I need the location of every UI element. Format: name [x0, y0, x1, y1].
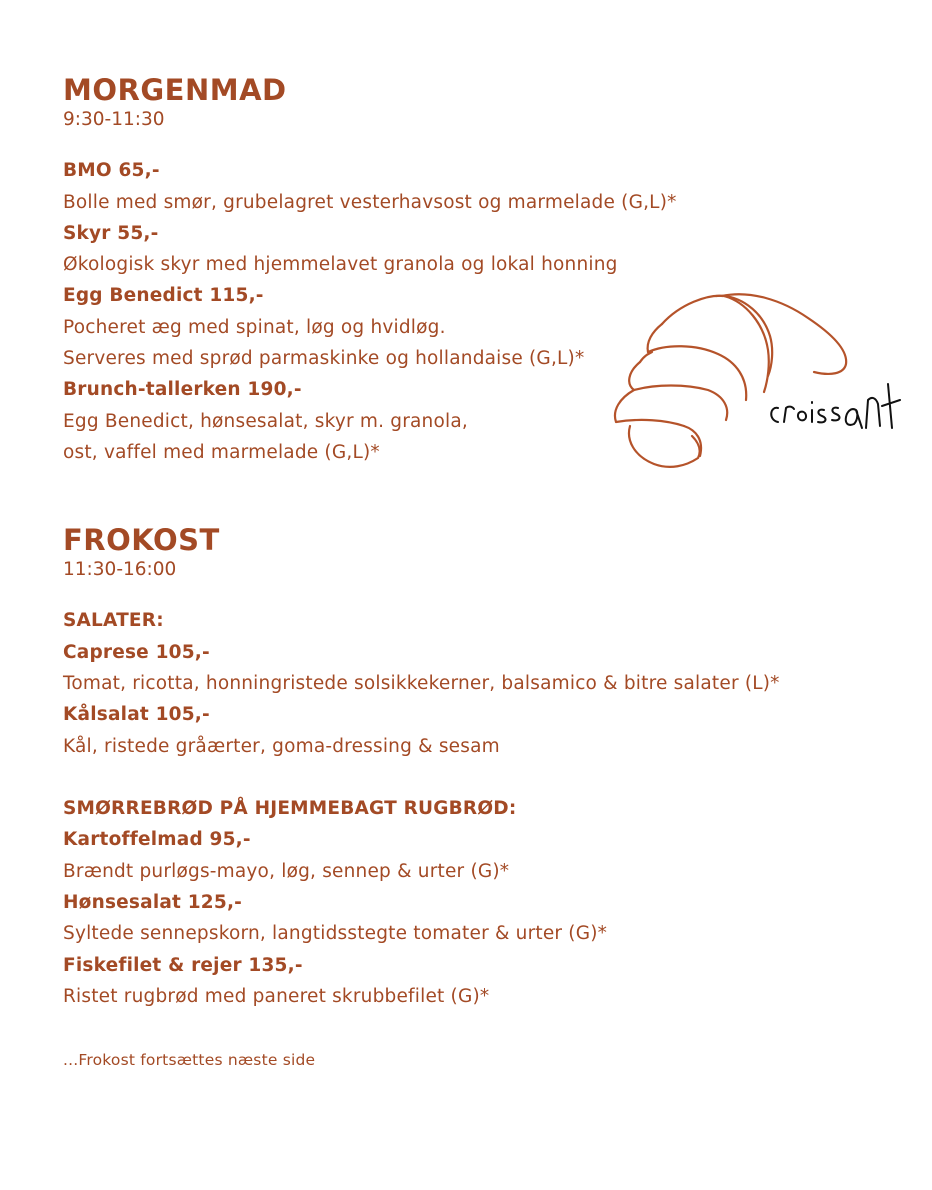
croissant-sketch-icon [600, 280, 910, 480]
menu-item-name: Skyr 55,- [63, 223, 159, 244]
menu-item-description: Kål, ristede gråærter, goma-dressing & sesam [63, 736, 500, 757]
menu-item-description: Ristet rugbrød med paneret skrubbefilet (G)* [63, 986, 490, 1007]
menu-item-name: Caprese 105,- [63, 642, 210, 663]
menu-item-description: Serveres med sprød parmaskinke og hollandaise (G,L)* [63, 348, 585, 369]
hours-morgenmad: 9:30-11:30 [63, 109, 165, 130]
category-heading-salater: SALATER: [63, 610, 164, 631]
menu-item-description: Syltede sennepskorn, langtidsstegte tomater & urter (G)* [63, 923, 608, 944]
menu-item-description: ost, vaffel med marmelade (G,L)* [63, 442, 380, 463]
menu-item-description: Pocheret æg med spinat, løg og hvidløg. [63, 317, 446, 338]
category-heading-smorrebrod: SMØRREBRØD PÅ HJEMMEBAGT RUGBRØD: [63, 798, 517, 819]
croissant-handwritten-label-icon [771, 384, 900, 428]
menu-item-description: Tomat, ricotta, honningristede solsikkekerner, balsamico & bitre salater (L)* [63, 673, 780, 694]
continuation-note: ...Frokost fortsættes næste side [63, 1051, 316, 1069]
menu-item-description: Egg Benedict, hønsesalat, skyr m. granola, [63, 411, 468, 432]
menu-item-name: Egg Benedict 115,- [63, 285, 264, 306]
menu-item-name: Brunch-tallerken 190,- [63, 379, 302, 400]
section-title-frokost: FROKOST [63, 523, 220, 557]
section-title-morgenmad: MORGENMAD [63, 73, 287, 107]
menu-item-name: Hønsesalat 125,- [63, 892, 243, 913]
menu-item-description: Brændt purløgs-mayo, løg, sennep & urter (G)* [63, 861, 510, 882]
menu-item-name: Kålsalat 105,- [63, 704, 210, 725]
menu-item-description: Bolle med smør, grubelagret vesterhavsost og marmelade (G,L)* [63, 192, 677, 213]
menu-item-name: Kartoffelmad 95,- [63, 829, 251, 850]
menu-item-description: Økologisk skyr med hjemmelavet granola og lokal honning [63, 254, 618, 275]
menu-item-name: BMO 65,- [63, 160, 160, 181]
hours-frokost: 11:30-16:00 [63, 559, 177, 580]
menu-item-name: Fiskefilet & rejer 135,- [63, 955, 303, 976]
